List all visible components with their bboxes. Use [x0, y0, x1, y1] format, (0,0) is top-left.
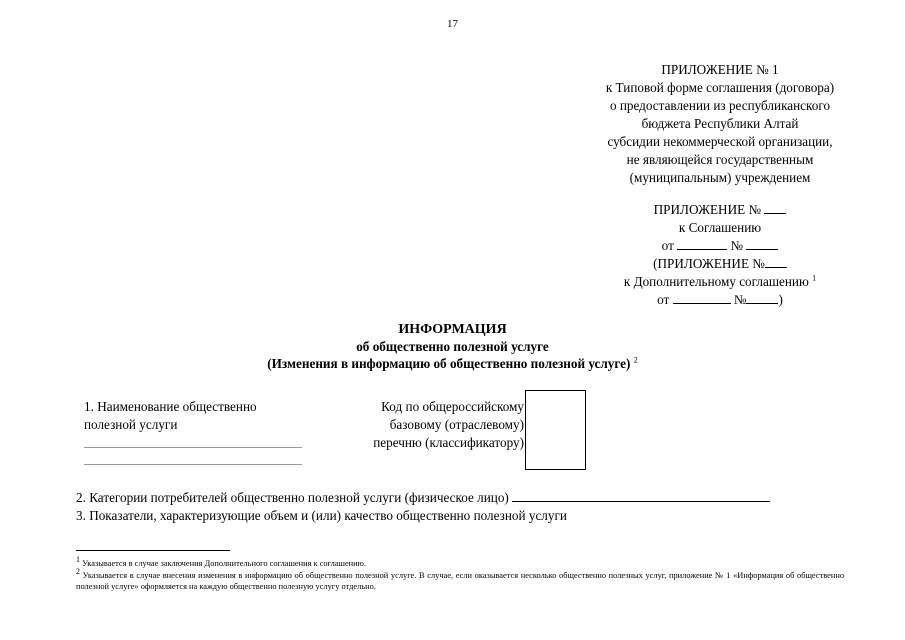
number-blank	[746, 237, 778, 250]
service-name-blank-line	[84, 464, 302, 465]
appendix-line: бюджета Республики Алтай	[641, 116, 799, 131]
supplement-agreement-line	[545, 273, 895, 291]
page-number: 17	[447, 18, 458, 30]
consumer-categories-blank	[512, 489, 770, 502]
closing-paren: )	[778, 292, 783, 307]
footnote-ref-1: 1	[812, 273, 817, 283]
title-subtitle: об общественно полезной услуге	[356, 339, 549, 354]
quality-indicators: 3. Показатели, характеризующие объем и (или) качество общественно полезной услуги	[76, 508, 567, 523]
footnotes	[76, 555, 844, 593]
supplement-date-blank	[673, 291, 731, 304]
supplement-date-line	[545, 291, 895, 309]
appendix-header	[545, 61, 895, 187]
footnote-2-mark: 2	[76, 566, 80, 576]
footnote-2-text: Указывается в случае внесения изменения в информацию об общественно полезной услуге. В случае, если оказывается несколько общественно полезных услуг, приложение № 1 «Информация об общественно полезной услуге» оформляется на каждую общественно полезную услугу отдельно.	[76, 570, 844, 591]
agreement-date-line	[545, 237, 895, 255]
appendix-line: субсидии некоммерческой организации,	[607, 134, 833, 149]
footnote-2	[76, 566, 844, 593]
footnote-1-mark: 1	[76, 555, 80, 565]
agreement-appendix-label: ПРИЛОЖЕНИЕ №	[653, 202, 762, 217]
code-label-line1: Код по общероссийскому	[381, 399, 524, 414]
supplement-number-blank	[765, 255, 787, 268]
code-label-line3: перечню (классификатору)	[373, 435, 524, 450]
date-from-label: от	[661, 238, 674, 253]
footnote-ref-2: 2	[633, 355, 638, 365]
date-blank	[677, 237, 727, 250]
supplement-appendix-line	[545, 255, 895, 273]
title-changes	[0, 355, 905, 372]
supplement-agreement-label: к Дополнительному соглашению	[623, 274, 809, 289]
appendix-line: не являющейся государственным	[626, 152, 814, 167]
appendix-number-blank	[764, 201, 786, 214]
title-main: ИНФОРМАЦИЯ	[398, 322, 507, 337]
number-label: №	[730, 238, 744, 253]
service-name-line2: полезной услуги	[84, 417, 178, 432]
to-agreement-line: к Соглашению	[678, 220, 762, 235]
appendix-line: (муниципальным) учреждением	[629, 170, 811, 185]
classifier-code-label	[330, 398, 524, 452]
service-name-blank-line	[84, 447, 302, 448]
agreement-reference	[545, 201, 895, 309]
consumer-categories	[76, 489, 770, 507]
footnote-1-text: Указывается в случае заключения Дополнительного соглашения к соглашению.	[82, 559, 367, 568]
appendix-line: ПРИЛОЖЕНИЕ № 1	[661, 62, 779, 77]
appendix-line: о предоставлении из республиканского	[609, 98, 831, 113]
service-name-line1: 1. Наименование общественно	[84, 399, 257, 414]
document-title	[0, 321, 905, 372]
footnote-separator	[76, 550, 230, 551]
agreement-appendix-line	[545, 201, 895, 219]
footnote-1	[76, 555, 844, 570]
service-name-label	[84, 398, 257, 434]
supplement-number-label: №	[733, 292, 747, 307]
supplement-date-from-label: от	[657, 292, 670, 307]
title-changes-text: (Изменения в информацию об общественно полезной услуге)	[267, 356, 631, 371]
code-label-line2: базовому (отраслевому)	[389, 417, 524, 432]
supplement-number-value-blank	[746, 291, 778, 304]
appendix-line: к Типовой форме соглашения (договора)	[605, 80, 835, 95]
classifier-code-box	[525, 390, 586, 470]
consumer-categories-label: 2. Категории потребителей общественно полезной услуги (физическое лицо)	[76, 490, 509, 505]
supplement-appendix-label: (ПРИЛОЖЕНИЕ №	[653, 256, 765, 271]
